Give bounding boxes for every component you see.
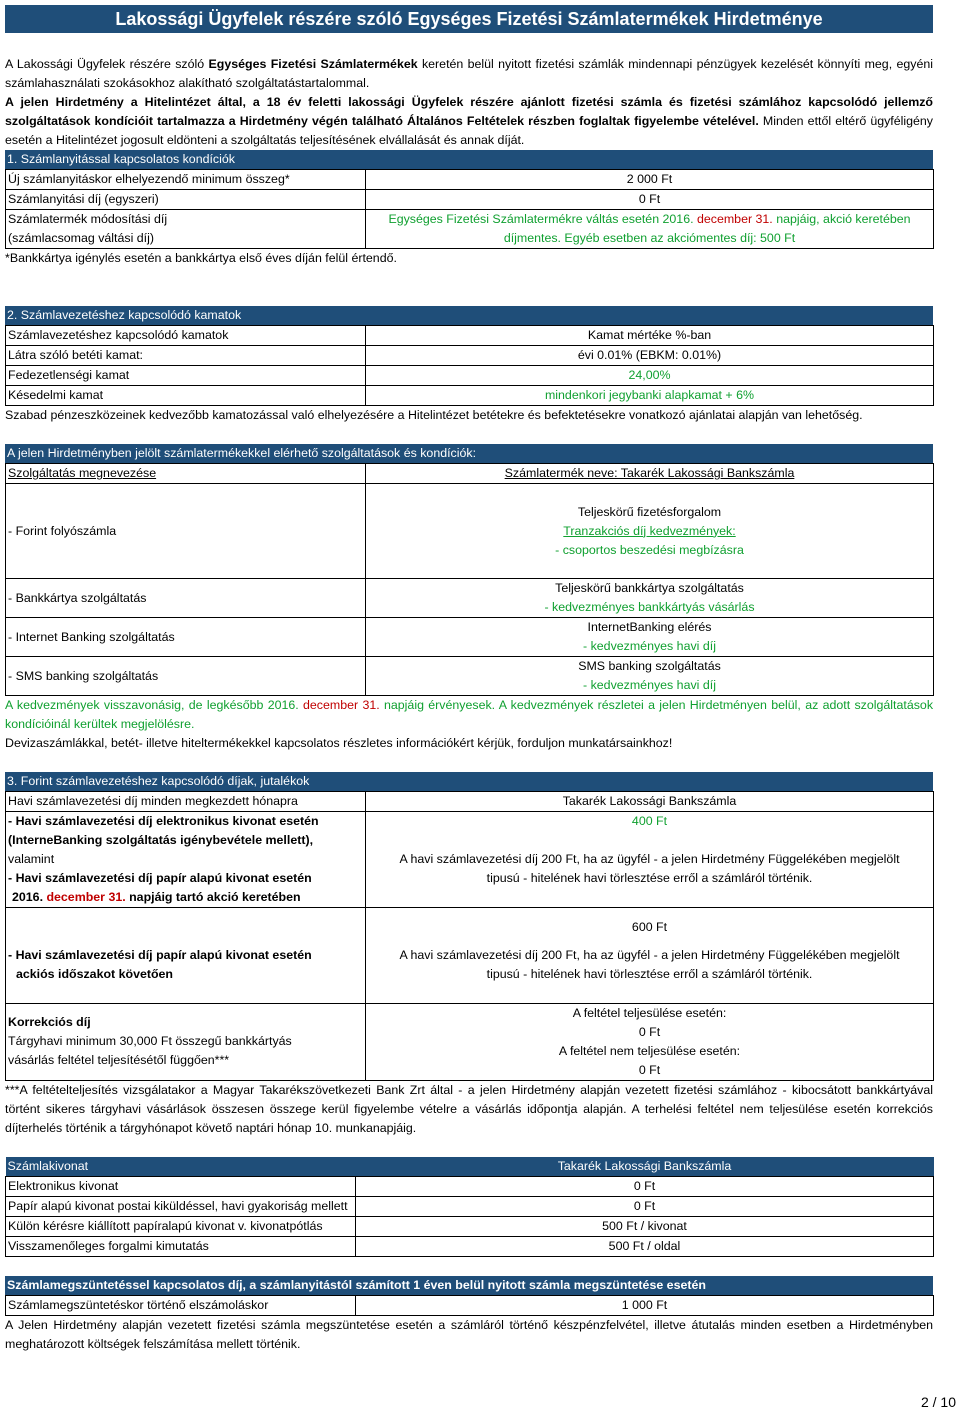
fx-note: Devizaszámlákkal, betét- illetve hiteltermékekkel kapcsolatos részletes információkért kérjük, forduljon munkatársainkhoz!	[5, 736, 673, 750]
row-label: (számlacsomag váltási díj)	[6, 229, 366, 249]
row-value: 2 000 Ft	[366, 170, 934, 190]
document-page	[5, 0, 933, 1354]
services-promo-note: A kedvezmények visszavonásig, de legkésőbb 2016. december 31. napjáig érvényesek. A kedvezmények részletei a jelen Hirdetményen belül, az adott szolgáltatások kondícióinál kerültek megjelölésre.	[5, 698, 934, 731]
row-value: 0 Ft	[356, 1197, 934, 1217]
row-value: 0 Ft	[366, 190, 934, 210]
row-label: Visszamenőleges forgalmi kimutatás	[6, 1237, 356, 1257]
service-value-line: - kedvezményes bankkártyás vásárlás	[544, 600, 755, 614]
section2-note: Szabad pénzeszközeinek kedvezőbb kamatozással való elhelyezésére a Hitelintézet betétekre és befektetésekre vonatkozó ajánlatai alapján van lehetőség.	[5, 408, 863, 422]
statement-table	[5, 1157, 934, 1257]
intro-section	[5, 55, 933, 150]
fee-note: tipusú - hitelének havi törlesztése erről a számláról történik.	[486, 871, 813, 885]
row-label: Számlatermék módosítási díj	[6, 210, 366, 230]
column-header: Takarék Lakossági Bankszámla	[366, 792, 934, 812]
section1-header: 1. Számlanyitással kapcsolatos kondíciók	[5, 150, 933, 169]
row-value: 500 Ft / oldal	[356, 1237, 934, 1257]
table-row	[6, 366, 934, 386]
table-row	[6, 1197, 934, 1217]
table-row	[6, 229, 934, 249]
closing-header: Számlamegszüntetéssel kapcsolatos díj, a számlanyitástól számított 1 éven belül nyitott számla megszüntetése esetén	[5, 1276, 933, 1295]
service-label: - Internet Banking szolgáltatás	[6, 618, 366, 657]
services-table	[5, 463, 934, 696]
column-header: Számlavezetéshez kapcsolódó kamatok	[6, 326, 366, 346]
intro-product-name: Egységes Fizetési Számlatermékek	[208, 57, 418, 71]
column-header: Számlatermék neve: Takarék Lakossági Bankszámla	[366, 464, 934, 484]
row-label: Számlanyitási díj (egyszeri)	[6, 190, 366, 210]
service-value	[366, 484, 934, 579]
section1-footnote: *Bankkártya igénylés esetén a bankkártya első éves díján felül értendő.	[5, 251, 397, 265]
table-header-row	[6, 792, 934, 812]
service-value-line: Teljeskörű bankkártya szolgáltatás	[555, 581, 744, 595]
service-row-card	[6, 579, 934, 618]
service-label: - Forint folyószámla	[6, 484, 366, 579]
row-value: 24,00%	[366, 366, 934, 386]
service-row-forint	[6, 484, 934, 579]
closing-note: A Jelen Hirdetmény alapján vezetett fizetési számla megszüntetése esetén a számláról történő készpénzfelvétel, illetve átutalás minden esetben a Hirdetményben meghatározott költségek felszámítása mellett történik.	[5, 1318, 933, 1351]
section1-table	[5, 169, 934, 249]
page-number: 2 / 10	[920, 1394, 956, 1410]
row-label: Papír alapú kivonat postai kiküldéssel, havi gyakoriság mellett	[6, 1197, 356, 1217]
row-value: 500 Ft / kivonat	[356, 1217, 934, 1237]
row-value: mindenkori jegybanki alapkamat + 6%	[366, 386, 934, 406]
column-header: Szolgáltatás megnevezése	[6, 464, 366, 484]
fee-amount: 600 Ft	[631, 920, 668, 934]
intro-text: A Lakossági Ügyfelek részére szóló	[5, 57, 209, 71]
closing-table	[5, 1295, 934, 1316]
table-header-row	[6, 1157, 934, 1177]
fee-note: A havi számlavezetési díj 200 Ft, ha az ügyfél - a jelen Hirdetmény Függelékében megjelölt	[399, 852, 900, 866]
row-label: Fedezetlenségi kamat	[6, 366, 366, 386]
service-value-line: - kedvezményes havi díj	[583, 678, 716, 692]
service-value	[366, 657, 934, 696]
section3-table	[5, 791, 934, 1081]
row-label: Elektronikus kivonat	[6, 1177, 356, 1197]
table-row	[6, 170, 934, 190]
section2-header: 2. Számlavezetéshez kapcsolódó kamatok	[5, 306, 933, 325]
section2-table	[5, 325, 934, 406]
services-header: A jelen Hirdetményben jelölt számlatermékekkel elérhető szolgáltatások és kondíciók:	[5, 444, 933, 463]
row-value: 1 000 Ft	[356, 1296, 934, 1316]
fee-label: Korrekciós díj Tárgyhavi minimum 30,000 Ft összegű bankkártyás vásárlás feltétel teljesítésétől függően***	[6, 1004, 366, 1081]
fee-note: A havi számlavezetési díj 200 Ft, ha az ügyfél - a jelen Hirdetmény Függelékében megjelölt	[399, 948, 900, 962]
table-header-row	[6, 464, 934, 484]
table-row	[6, 210, 934, 230]
service-value-line: InternetBanking elérés	[587, 620, 712, 634]
row-value: díjmentes. Egyéb esetben az akciómentes díj: 500 Ft	[366, 229, 934, 249]
service-label: - SMS banking szolgáltatás	[6, 657, 366, 696]
table-row	[6, 1217, 934, 1237]
table-header-row	[6, 326, 934, 346]
fee-row-electronic	[6, 812, 934, 908]
service-label: - Bankkártya szolgáltatás	[6, 579, 366, 618]
table-row	[6, 346, 934, 366]
service-value-line: - csoportos beszedési megbízásra	[555, 542, 744, 557]
column-header: Számlakivonat	[6, 1157, 356, 1177]
column-header: Havi számlavezetési díj minden megkezdett hónapra	[6, 792, 366, 812]
fee-row-paper	[6, 908, 934, 1004]
fee-label: - Havi számlavezetési díj elektronikus kivonat esetén (InterneBanking szolgáltatás igénybevétele mellett), valamint - Havi számlavezetési díj papír alapú kivonat esetén 2016. december 31. napjáig tartó akció keretében	[6, 812, 366, 908]
page-title: Lakossági Ügyfelek részére szóló Egységes Fizetési Számlatermékek Hirdetménye	[5, 5, 933, 33]
fee-note: tipusú - hitelének havi törlesztése erről a számláról történik.	[486, 967, 813, 981]
service-row-sms	[6, 657, 934, 696]
row-label: Új számlanyitáskor elhelyezendő minimum összeg*	[6, 170, 366, 190]
intro-bold-text: A jelen Hirdetmény a Hitelintézet által, a 18 év feletti lakossági Ügyfelek részére ajánlott fizetési számla és fizetési számlához kapcsolódó jellemző szolgáltatások kondícióit tartalmazza a Hirdetmény végén található Általános Feltételek részben foglaltak figyelembe vételével.	[5, 95, 933, 128]
column-header: Takarék Lakossági Bankszámla	[356, 1157, 934, 1177]
correction-footnote: ***A feltételteljesítés vizsgálatakor a Magyar Takarékszövetkezeti Bank Zrt által - a jelen Hirdetmény alapján vezetett fizetési számlához - kibocsátott bankkártyával történt sikeres tárgyhavi vásárlások összesen összege kerül figyelembe vételre a vásárlás időpontja alapján. A terhelési feltétel nem teljesülése esetén korrekciós díjterhelés történik a tárgyhónapot követő naptári hónap 10. munkanapjáig.	[5, 1083, 933, 1135]
service-value-line: - kedvezményes havi díj	[583, 639, 716, 653]
table-row	[6, 190, 934, 210]
fee-value	[366, 908, 934, 1004]
intro-paragraph-2	[5, 93, 933, 150]
fee-amount: 400 Ft	[631, 814, 668, 828]
row-label: Külön kérésre kiállított papíralapú kivonat v. kivonatpótlás	[6, 1217, 356, 1237]
row-value: 0 Ft	[356, 1177, 934, 1197]
fee-value	[366, 812, 934, 908]
fee-label: - Havi számlavezetési díj papír alapú kivonat esetén ackiós időszakot követően	[6, 908, 366, 1004]
table-row	[6, 1237, 934, 1257]
row-label: Késedelmi kamat	[6, 386, 366, 406]
row-label: Látra szóló betéti kamat:	[6, 346, 366, 366]
table-row	[6, 386, 934, 406]
intro-text-cont: keretén belül nyitott fizetési számlák mindennapi pénzügyek kezelését könnyíti meg, egyéni számlahasználati szokásokhoz alakítható szolgáltatástartalommal.	[5, 57, 933, 90]
fee-value: A feltétel teljesülése esetén: 0 Ft A feltétel nem teljesülése esetén: 0 Ft	[366, 1004, 934, 1081]
column-header: Kamat mértéke %-ban	[366, 326, 934, 346]
row-value: évi 0.01% (EBKM: 0.01%)	[366, 346, 934, 366]
intro-rest-text: Minden ettől eltérő ügyféligény esetén a Hitelintézet jogosult eldönteni a szolgáltatás teljesítésének elvállalását és annak díját.	[5, 114, 934, 147]
section3-header: 3. Forint számlavezetéshez kapcsolódó díjak, jutalékok	[5, 772, 933, 791]
fee-row-correction	[6, 1004, 934, 1081]
service-value-line: Tranzakciós díj kedvezmények:	[563, 523, 736, 538]
service-value	[366, 579, 934, 618]
intro-paragraph-1	[5, 55, 933, 93]
table-row	[6, 1177, 934, 1197]
service-row-internet	[6, 618, 934, 657]
row-value: Egységes Fizetési Számlatermékre váltás esetén 2016. december 31. napjáig, akció keretében	[366, 210, 934, 230]
service-value-line: SMS banking szolgáltatás	[578, 659, 721, 673]
service-value	[366, 618, 934, 657]
service-value-line: Teljeskörű fizetésforgalom	[577, 504, 722, 519]
table-row	[6, 1296, 934, 1316]
row-label: Számlamegszüntetéskor történő elszámoláskor	[6, 1296, 356, 1316]
